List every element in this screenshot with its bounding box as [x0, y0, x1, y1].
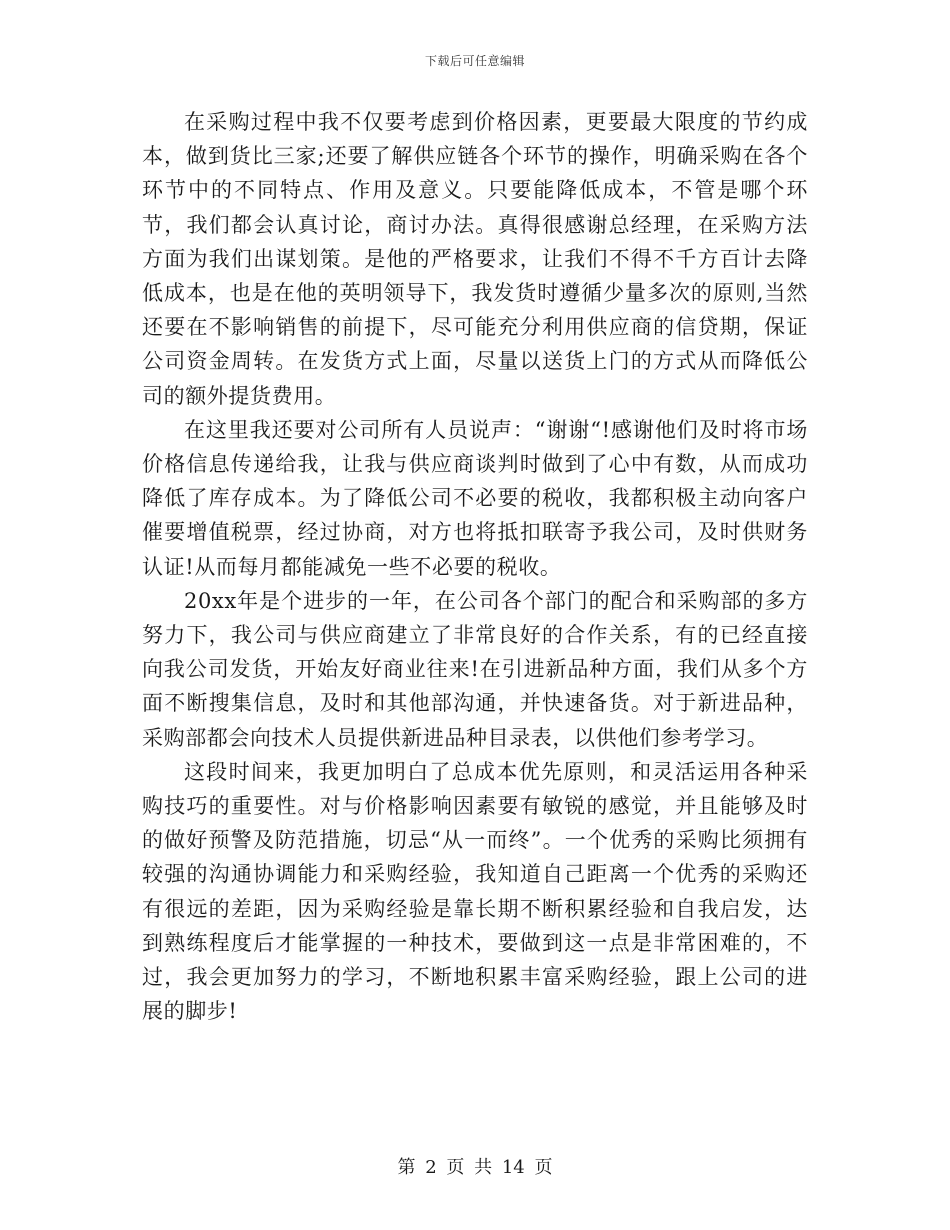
page-header: 下载后可任意编辑: [424, 54, 525, 68]
paragraph-1: 在采购过程中我不仅要考虑到价格因素，更要最大限度的节约成本，做到货比三家;还要了解供应链各个环节的操作，明确采购在各个环节中的不同特点、作用及意义。只要能降低成本，不管是哪个环节，我们都会认真讨论，商讨办法。真得很感谢总经理，在采购方法方面为我们出谋划策。是他的严格要求，让我们不得不千方百计去降低成本，也是在他的英明领导下，我发货时遵循少量多次的原则,当然还要在不影响销售的前提下，尽可能充分利用供应商的信贷期，保证公司资金周转。在发货方式上面，尽量以送货上门的方式从而降低公司的额外提货费用。: [142, 110, 808, 408]
paragraph-4: 这段时间来，我更加明白了总成本优先原则，和灵活运用各种采购技巧的重要性。对与价格影响因素要有敏锐的感觉，并且能够及时的做好预警及防范措施，切忌“从一而终”。一个优秀的采购比须拥有较强的沟通协调能力和采购经验，我知道自己距离一个优秀的采购还有很远的差距，因为采购经验是靠长期不断积累经验和自我启发，达到熟练程度后才能掌握的一种技术，要做到这一点是非常困难的，不过，我会更加努力的学习，不断地积累丰富采购经验，跟上公司的进展的脚步!: [142, 759, 808, 1024]
paragraph-2: 在这里我还要对公司所有人员说声：“谢谢“!感谢他们及时将市场价格信息传递给我，让我与供应商谈判时做到了心中有数，从而成功降低了库存成本。为了降低公司不必要的税收，我都积极主动向客户催要增值税票，经过协商，对方也将抵扣联寄予我公司，及时供财务认证!从而每月都能减免一些不必要的税收。: [142, 417, 808, 579]
document-body: [142, 105, 808, 1028]
page-footer: 第 2 页 共 14 页: [397, 1157, 553, 1178]
paragraph-3: 20xx年是个进步的一年，在公司各个部门的配合和采购部的多方努力下，我公司与供应商建立了非常良好的合作关系，有的已经直接向我公司发货，开始友好商业往来!在引进新品种方面，我们从多个方面不断搜集信息，及时和其他部沟通，并快速备货。对于新进品种，采购部都会向技术人员提供新进品种目录表，以供他们参考学习。: [142, 588, 808, 750]
